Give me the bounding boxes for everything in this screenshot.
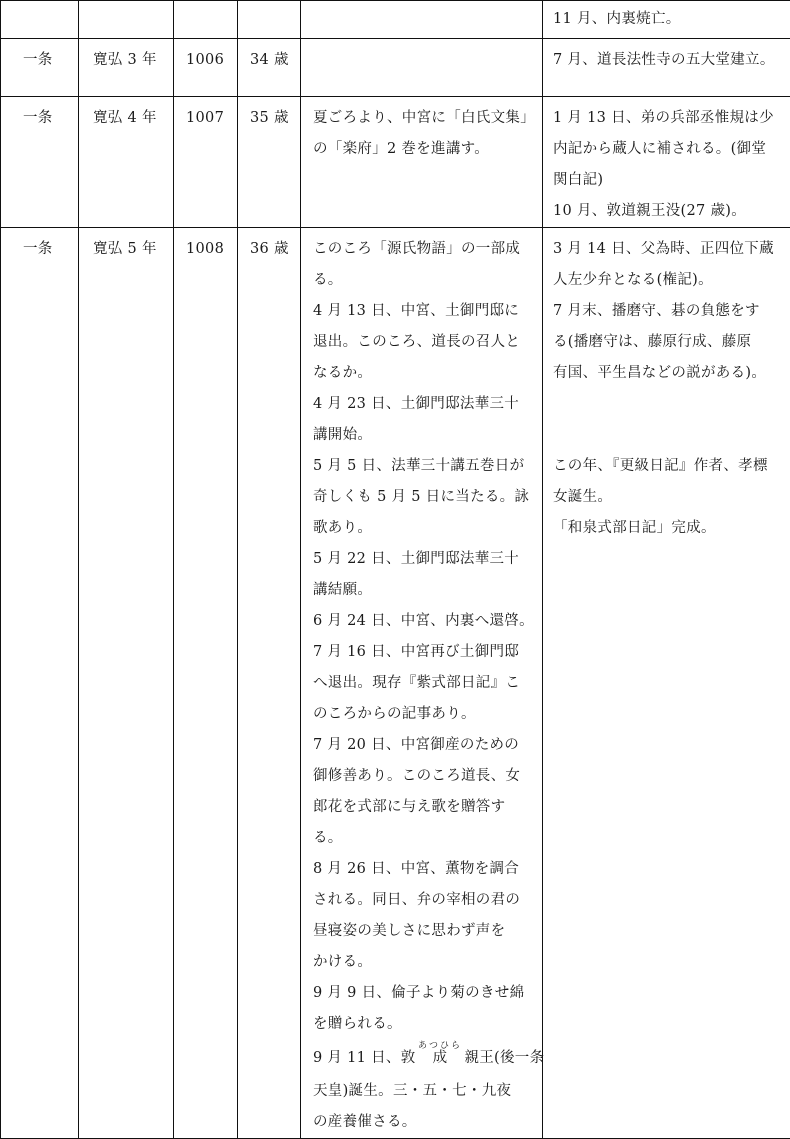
other-events-cell [543,1,790,39]
year-cell [174,228,238,1139]
other-event-line: 1 月 13 日、弟の兵部丞惟規は少 [553,103,782,134]
other-events-cell [543,228,790,1139]
emperor-name: 一条 [23,103,73,134]
other-event-line: 有国、平生昌などの説がある)。 [553,358,782,389]
year-cell [174,1,238,39]
events-cell [301,228,543,1139]
table-row [1,1,790,39]
other-events-cell [543,97,790,228]
ruby-base: 成 [418,1050,462,1066]
era-name: 寛弘 4 年 [93,103,168,134]
event-line: かける。 [313,947,534,978]
other-event-line: る(播磨守は、藤原行成、藤原 [553,327,782,358]
event-line: 御修善あり。このころ道長、女 [313,761,534,792]
event-line: 講開始。 [313,420,534,451]
event-line: る。 [313,823,534,854]
age-value: 36 歳 [250,234,295,265]
event-line: のころからの記事あり。 [313,699,534,730]
event-line: 天皇)誕生。三・五・七・九夜 [313,1076,534,1107]
emperor-name: 一条 [23,45,73,76]
era-cell [79,1,174,39]
event-line: される。同日、弁の宰相の君の [313,885,534,916]
other-event-line: 女誕生。 [553,482,782,513]
age-cell [238,228,301,1139]
event-line: 歌あり。 [313,513,534,544]
year-value: 1008 [186,234,232,265]
year-cell [174,39,238,97]
ruby-line-after: 親王(後一条 [464,1050,544,1066]
age-cell [238,97,301,228]
other-event-line: 人左少弁となる(権記)。 [553,265,782,296]
table-row [1,97,790,228]
age-cell [238,39,301,97]
other-events-cell [543,39,790,97]
event-line: 5 月 22 日、土御門邸法華三十 [313,544,534,575]
event-line: 8 月 26 日、中宮、薫物を調合 [313,854,534,885]
event-line: なるか。 [313,358,534,389]
event-line: へ退出。現存『紫式部日記』こ [313,668,534,699]
events-cell [301,97,543,228]
event-line: 5 月 5 日、法華三十講五巻日が [313,451,534,482]
other-event-line: この年、『更級日記』作者、孝標 [553,451,782,482]
ruby-text: あつひら [418,1041,462,1051]
event-line: 退出。このころ、道長の召人と [313,327,534,358]
table-row [1,228,790,1139]
year-value: 1007 [186,103,232,134]
year-value: 1006 [186,45,232,76]
event-line: このころ「源氏物語」の一部成 [313,234,534,265]
event-line: 7 月 16 日、中宮再び土御門邸 [313,637,534,668]
event-line: 7 月 20 日、中宮御産のための [313,730,534,761]
emperor-cell [1,1,79,39]
event-line: の産養催さる。 [313,1107,534,1138]
event-line: 6 月 24 日、中宮、内裏へ還啓。 [313,606,534,637]
emperor-cell [1,228,79,1139]
event-line: る。 [313,265,534,296]
era-cell [79,228,174,1139]
other-event-line: 3 月 14 日、父為時、正四位下蔵 [553,234,782,265]
age-cell [238,1,301,39]
event-line: 郎花を式部に与え歌を贈答す [313,792,534,823]
age-value: 35 歳 [250,103,295,134]
event-line: を贈られる。 [313,1009,534,1040]
era-name: 寛弘 3 年 [93,45,168,76]
ruby-annotation [420,1050,459,1066]
age-value: 34 歳 [250,45,295,76]
event-line: 夏ごろより、中宮に「白氏文集」 [313,103,534,134]
blank-line [553,389,782,420]
event-line: 講結願。 [313,575,534,606]
events-cell [301,39,543,97]
event-line: 9 月 9 日、倫子より菊のきせ綿 [313,978,534,1009]
other-event-line: 7 月末、播磨守、碁の負態をす [553,296,782,327]
other-event-line: 7 月、道長法性寺の五大堂建立。 [553,45,782,76]
ruby-line-before: 9 月 11 日、敦 [313,1050,416,1066]
emperor-cell [1,97,79,228]
other-event-line: 内記から蔵人に補される。(御堂 [553,134,782,165]
event-line: 奇しくも 5 月 5 日に当たる。詠 [313,482,534,513]
era-name: 寛弘 5 年 [93,234,168,265]
year-cell [174,97,238,228]
event-line: 昼寝姿の美しさに思わず声を [313,916,534,947]
events-cell [301,1,543,39]
other-event-line: 11 月、内裏焼亡。 [553,4,782,35]
emperor-name: 一条 [23,234,73,265]
other-event-line: 関白記) [553,165,782,196]
emperor-cell [1,39,79,97]
event-line-with-ruby [313,1040,534,1076]
blank-line [553,420,782,451]
event-line: の「楽府」2 巻を進講す。 [313,134,534,165]
other-event-line: 「和泉式部日記」完成。 [553,513,782,544]
other-event-line: 10 月、敦道親王没(27 歳)。 [553,196,782,227]
era-cell [79,39,174,97]
table-row [1,39,790,97]
event-line: 4 月 23 日、土御門邸法華三十 [313,389,534,420]
event-line: 4 月 13 日、中宮、土御門邸に [313,296,534,327]
era-cell [79,97,174,228]
